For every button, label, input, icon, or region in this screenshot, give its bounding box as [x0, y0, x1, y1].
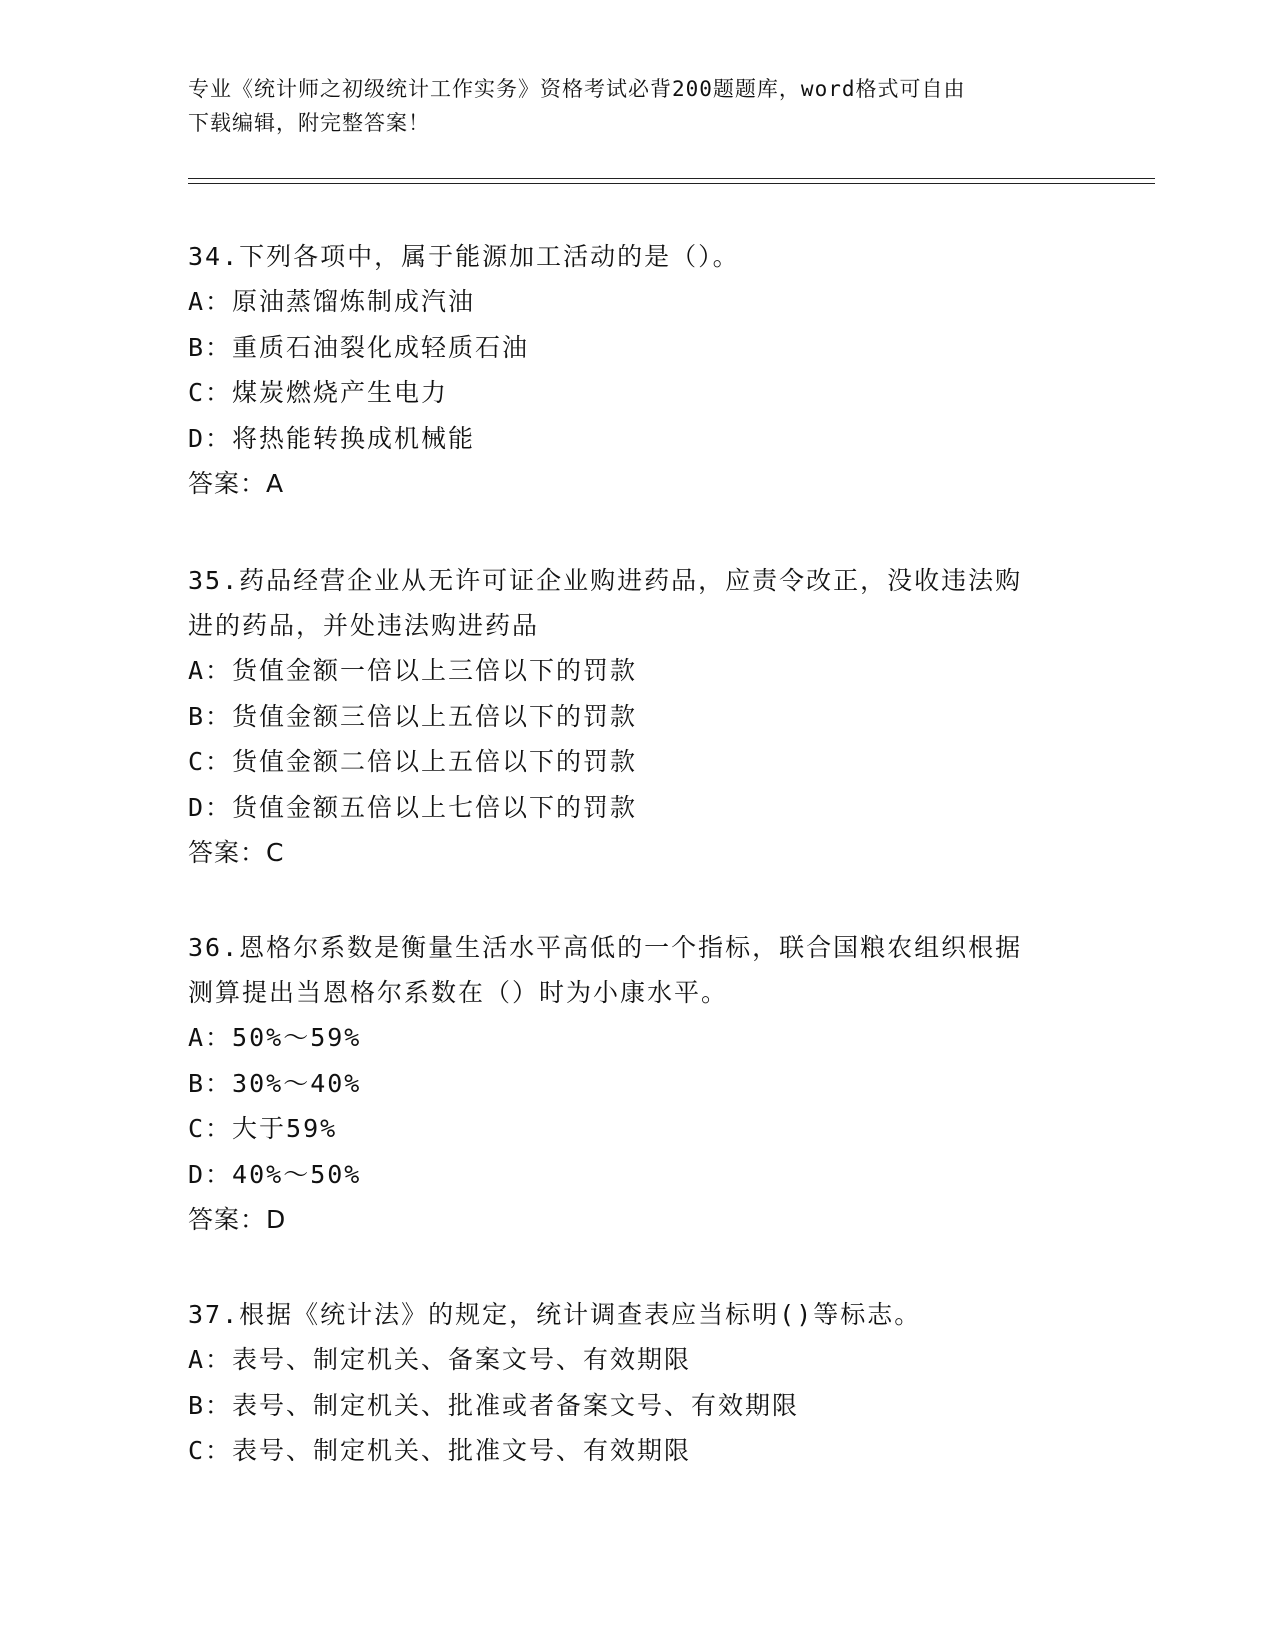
option-a: A：50%～59%	[188, 1023, 362, 1052]
option-a: A：货值金额一倍以上三倍以下的罚款	[188, 656, 638, 685]
question-stem-line-1: 36.恩格尔系数是衡量生活水平高低的一个指标，联合国粮农组织根据	[188, 933, 1023, 962]
option-a: A：表号、制定机关、备案文号、有效期限	[188, 1345, 692, 1374]
answer: 答案：D	[188, 1205, 287, 1234]
header-line-1: 专业《统计师之初级统计工作实务》资格考试必背200题题库，word格式可自由	[188, 77, 966, 101]
option-b: B：表号、制定机关、批准或者备案文号、有效期限	[188, 1390, 800, 1420]
option-c: C：表号、制定机关、批准文号、有效期限	[188, 1436, 692, 1465]
question-stem: 37.根据《统计法》的规定，统计调查表应当标明()等标志。	[188, 1300, 922, 1329]
option-c: C：大于59%	[188, 1114, 338, 1143]
question-35	[188, 558, 1088, 876]
option-c: C：货值金额二倍以上五倍以下的罚款	[188, 747, 638, 776]
option-d: D：将热能转换成机械能	[188, 423, 476, 453]
question-34	[188, 234, 1088, 507]
header-divider-top	[188, 178, 1155, 179]
option-a: A：原油蒸馏炼制成汽油	[188, 287, 476, 316]
option-d: D：40%～50%	[188, 1159, 362, 1189]
option-b: B：货值金额三倍以上五倍以下的罚款	[188, 701, 638, 731]
question-stem: 34.下列各项中，属于能源加工活动的是（）。	[188, 242, 740, 271]
option-d: D：货值金额五倍以上七倍以下的罚款	[188, 792, 638, 822]
header-line-2: 下载编辑，附完整答案！	[188, 111, 430, 135]
answer: 答案：A	[188, 469, 285, 498]
header-divider-bottom	[188, 183, 1155, 184]
document-header	[188, 72, 1088, 140]
question-stem-line-2: 进的药品，并处违法购进药品	[188, 611, 540, 640]
question-36	[188, 925, 1088, 1243]
option-b: B：重质石油裂化成轻质石油	[188, 332, 530, 362]
option-b: B：30%～40%	[188, 1068, 362, 1098]
question-37	[188, 1292, 1088, 1474]
question-stem-line-2: 测算提出当恩格尔系数在（）时为小康水平。	[188, 978, 729, 1007]
answer: 答案：C	[188, 838, 285, 867]
question-stem-line-1: 35.药品经营企业从无许可证企业购进药品，应责令改正，没收违法购	[188, 566, 1023, 595]
option-c: C：煤炭燃烧产生电力	[188, 378, 449, 407]
